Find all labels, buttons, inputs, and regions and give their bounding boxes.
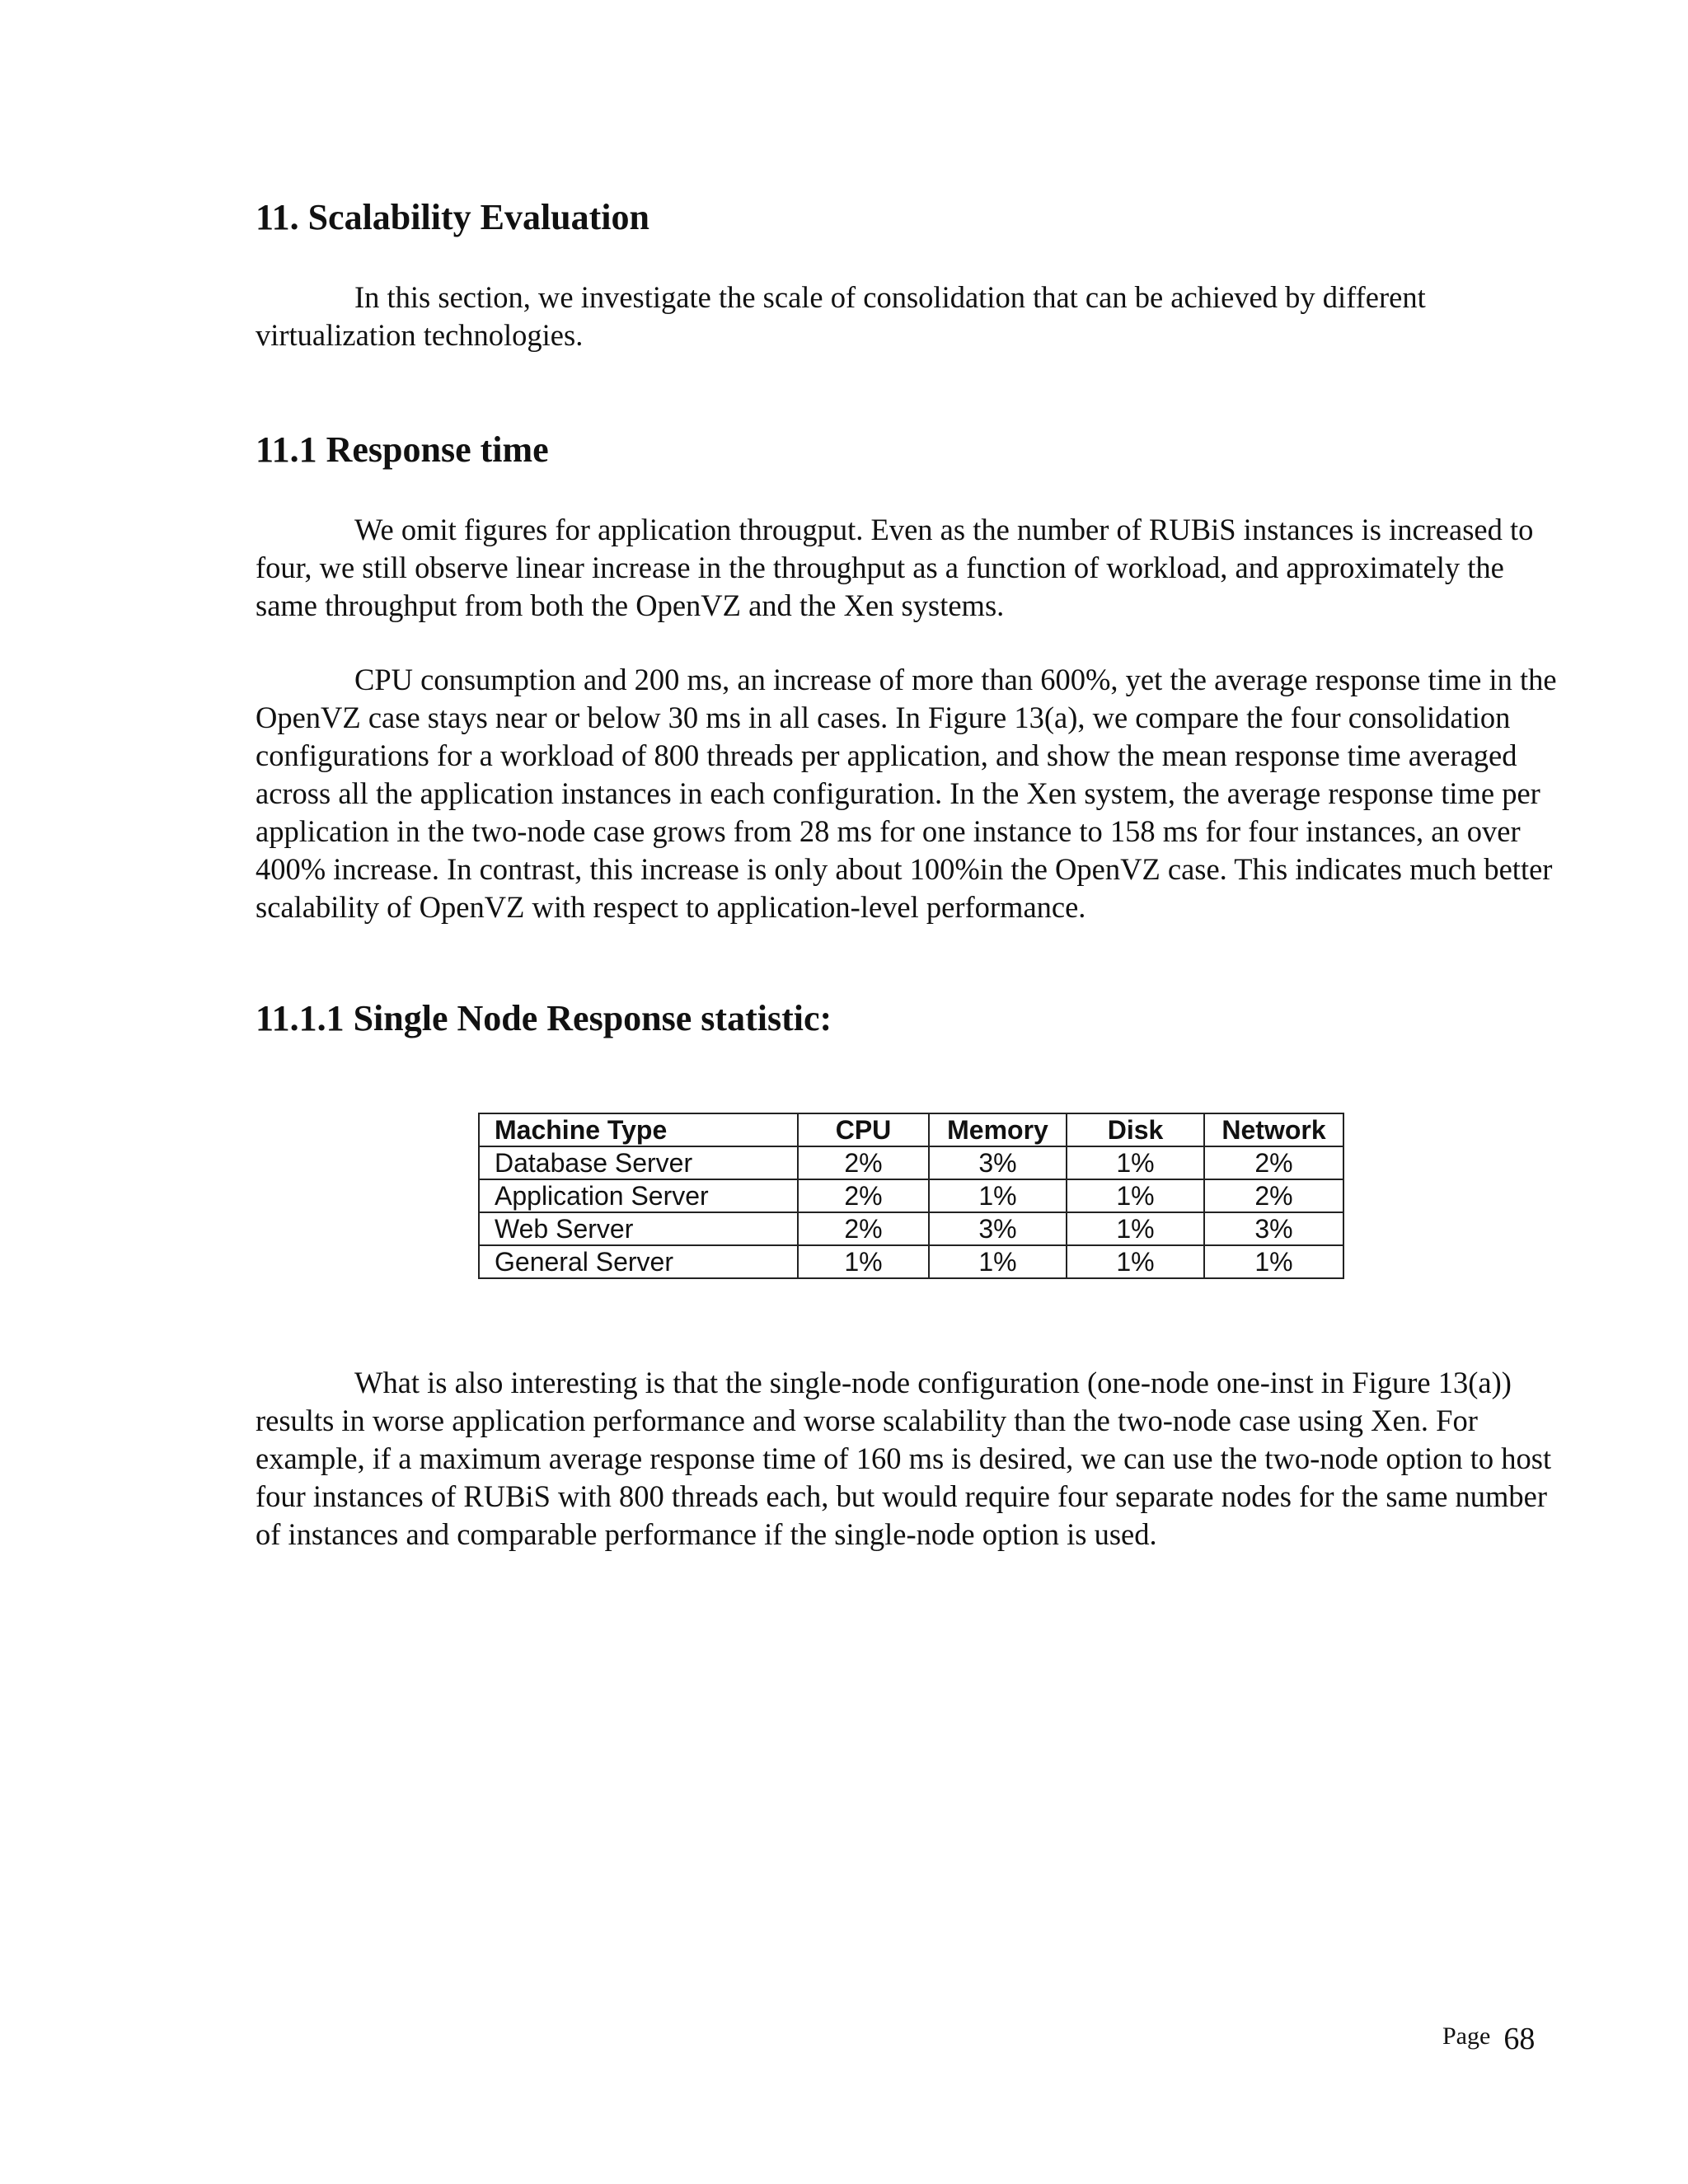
section-heading: 11. Scalability Evaluation (256, 197, 649, 237)
cpu-paragraph: CPU consumption and 200 ms, an increase of more than 600%, yet the average response time in the OpenVZ case stays near or below 30 ms in all cases. In Figure 13(a), we compare the four consolidation configurations for a workload of 800 threads per application, and show the mean response time averaged across all the application instances in each configuration. In the Xen system, the average response time per application in the two-node case grows from 28 ms for one instance to 158 ms for four instances, an over 400% increase. In contrast, this increase is only about 100%in the OpenVZ case. This indicates much better scalability of OpenVZ with respect to application-level performance. (256, 663, 1557, 924)
cell-disk: 1% (1067, 1245, 1204, 1278)
cell-network: 3% (1204, 1212, 1343, 1245)
cell-disk: 1% (1067, 1146, 1204, 1179)
subsubsection-heading: 11.1.1 Single Node Response statistic: (256, 998, 832, 1038)
cell-cpu: 2% (798, 1212, 929, 1245)
cell-machine-type: Web Server (479, 1212, 798, 1245)
header-network: Network (1204, 1113, 1343, 1146)
cell-memory: 3% (929, 1146, 1067, 1179)
header-cpu: CPU (798, 1113, 929, 1146)
table-row (479, 1179, 1343, 1212)
header-memory: Memory (929, 1113, 1067, 1146)
cell-memory: 3% (929, 1212, 1067, 1245)
cell-memory: 1% (929, 1245, 1067, 1278)
subsection-heading: 11.1 Response time (256, 429, 549, 470)
cell-cpu: 2% (798, 1146, 929, 1179)
header-disk: Disk (1067, 1113, 1204, 1146)
page-footer (1442, 2021, 1535, 2057)
cell-cpu: 1% (798, 1245, 929, 1278)
cell-machine-type: General Server (479, 1245, 798, 1278)
cell-network: 1% (1204, 1245, 1343, 1278)
cell-network: 2% (1204, 1146, 1343, 1179)
single-node-paragraph: What is also interesting is that the single-node configuration (one-node one-inst in Figure 13(a)) results in worse application performance and worse scalability than the two-node case using Xen. For example, if a maximum average response time of 160 ms is desired, we can use the two-node option to host four instances of RUBiS with 800 threads each, but would require four separate nodes for the same number of instances and comparable performance if the single-node option is used. (256, 1366, 1552, 1551)
table-header-row (479, 1113, 1343, 1146)
table-row (479, 1212, 1343, 1245)
cell-machine-type: Application Server (479, 1179, 798, 1212)
cell-machine-type: Database Server (479, 1146, 798, 1179)
page-number: 68 (1503, 2022, 1536, 2056)
table-row (479, 1245, 1343, 1278)
throughput-paragraph: We omit figures for application througput. Even as the number of RUBiS instances is increased to four, we still observe linear increase in the throughput as a function of workload, and approximately the same throughput from both the OpenVZ and the Xen systems. (256, 513, 1534, 622)
cell-disk: 1% (1067, 1179, 1204, 1212)
page-label: Page (1442, 2022, 1491, 2050)
table-row (479, 1146, 1343, 1179)
cell-memory: 1% (929, 1179, 1067, 1212)
cell-cpu: 2% (798, 1179, 929, 1212)
intro-paragraph: In this section, we investigate the scale of consolidation that can be achieved by different virtualization technologies. (256, 280, 1426, 352)
response-statistic-table (478, 1113, 1344, 1279)
cell-network: 2% (1204, 1179, 1343, 1212)
cell-disk: 1% (1067, 1212, 1204, 1245)
header-machine-type: Machine Type (479, 1113, 798, 1146)
